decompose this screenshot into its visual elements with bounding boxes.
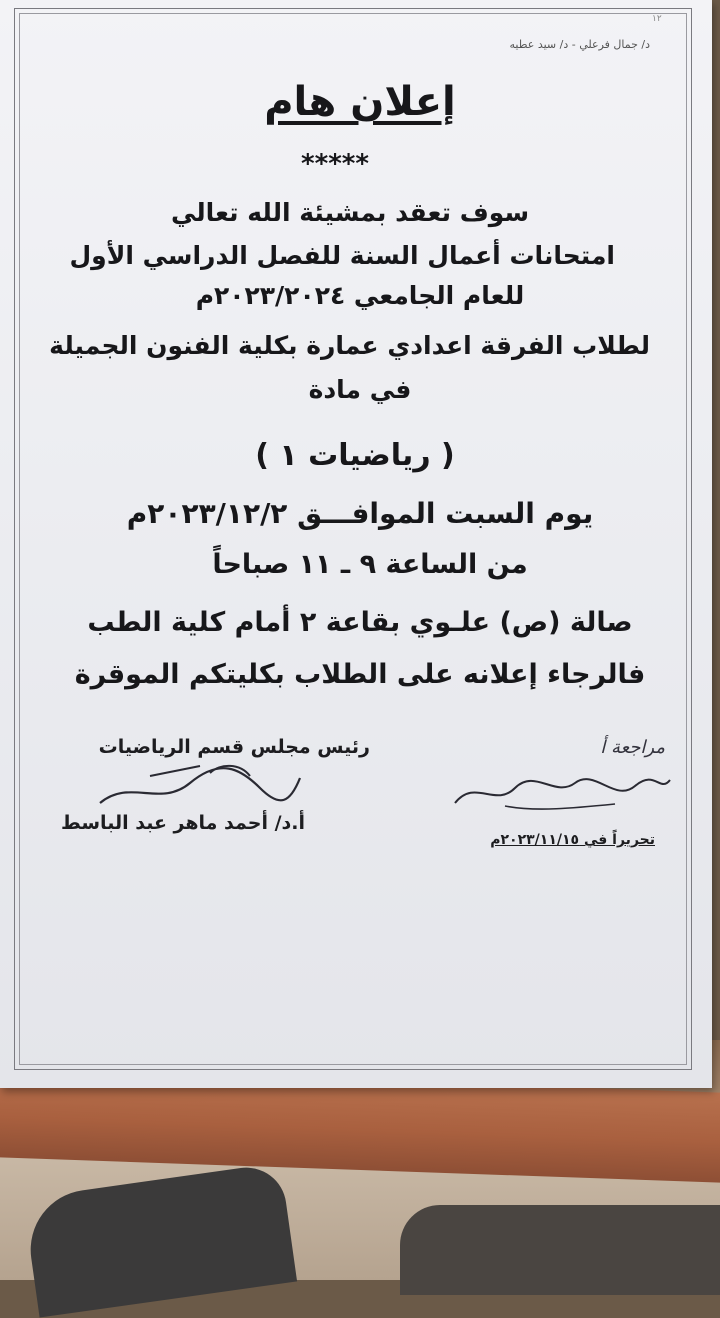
location-line: صالة (ص) علـوي بقاعة ٢ أمام كلية الطب (87, 607, 633, 638)
line-4: لطلاب الفرقة اعدادي عمارة بكلية الفنون الجميلة (49, 331, 650, 360)
written-date: تحريراً في ٢٠٢٣/١١/١٥م (490, 832, 655, 848)
signature-scribble-left (445, 768, 675, 818)
date-line: يوم السبت الموافـــق ٢٠٢٣/١٢/٢م (126, 497, 594, 530)
header-names: د/ جمال فرعلي - د/ سيد عطيه (509, 38, 650, 51)
signatory-role: رئيس مجلس قسم الرياضيات (98, 736, 370, 758)
signatory-name: أ.د/ أحمد ماهر عبد الباسط (61, 812, 305, 834)
separator-stars: ***** (301, 149, 369, 179)
announcement-title: إعلان هام (264, 79, 456, 125)
line-1: سوف تعقد بمشيئة الله تعالي (170, 198, 530, 227)
request-line: فالرجاء إعلانه على الطلاب بكليتكم الموقرة (74, 659, 646, 690)
line-5: في مادة (308, 375, 412, 404)
line-3: للعام الجامعي ٢٠٢٣/٢٠٢٤م (195, 281, 525, 310)
page-number: ١٢ (652, 14, 662, 24)
time-line: من الساعة ٩ ـ ١١ صباحاً (212, 549, 528, 580)
review-note: مراجعة أ (600, 737, 665, 758)
subject-line: ( رياضيات ١ ) (255, 438, 455, 473)
trouser-leg (400, 1205, 720, 1295)
signature-scribble-right (90, 758, 310, 818)
line-2: امتحانات أعمال السنة للفصل الدراسي الأول (69, 241, 615, 270)
